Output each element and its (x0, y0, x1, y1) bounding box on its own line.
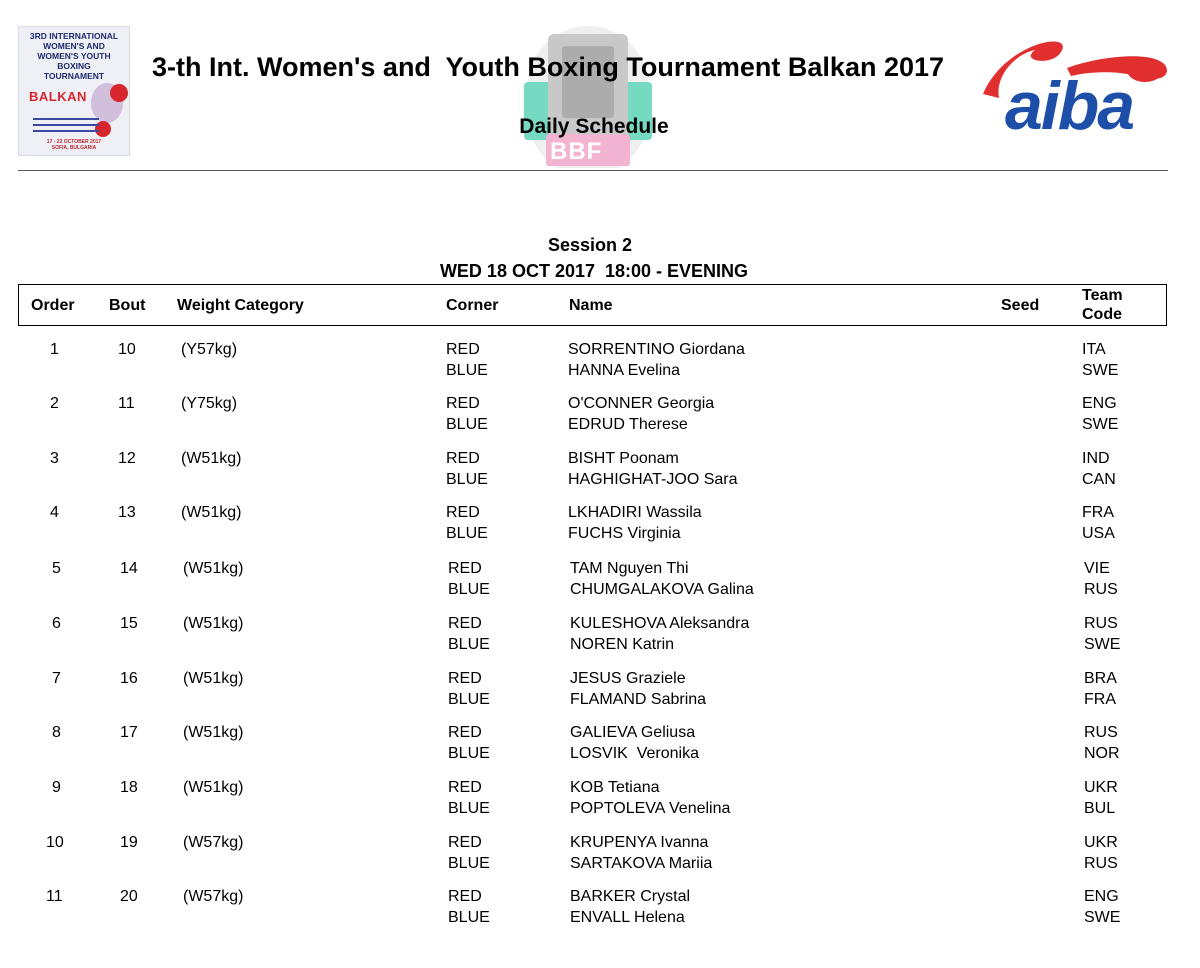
row-red-name: TAM Nguyen Thi (570, 560, 689, 577)
row-red-team: RUS (1084, 724, 1118, 741)
row-red-team: UKR (1084, 779, 1118, 796)
row-bout: 18 (120, 779, 138, 796)
row-blue-team: RUS (1084, 855, 1118, 872)
table-header (18, 284, 1167, 326)
row-blue-corner: BLUE (448, 855, 490, 872)
row-blue-team: FRA (1084, 691, 1116, 708)
row-bout: 11 (118, 395, 135, 412)
col-seed: Seed (1001, 297, 1040, 314)
row-blue-team: USA (1082, 525, 1115, 542)
row-order: 6 (52, 615, 61, 632)
row-order: 11 (46, 888, 63, 905)
row-blue-name: NOREN Katrin (570, 636, 675, 653)
row-blue-corner: BLUE (448, 800, 490, 817)
row-bout: 12 (118, 450, 136, 467)
row-bout: 14 (120, 560, 138, 577)
row-blue-name: EDRUD Therese (568, 416, 688, 433)
row-red-name: SORRENTINO Giordana (568, 341, 745, 358)
row-red-name: LKHADIRI Wassila (568, 504, 702, 521)
bbf-watermark-text: BBF (550, 138, 603, 165)
bbf-watermark (518, 26, 658, 168)
col-order: Order (31, 297, 75, 314)
row-red-team: RUS (1084, 615, 1118, 632)
row-bout: 13 (118, 504, 136, 521)
row-blue-team: CAN (1082, 471, 1116, 488)
row-blue-corner: BLUE (446, 525, 488, 542)
row-red-name: BISHT Poonam (568, 450, 679, 467)
row-bout: 15 (120, 615, 138, 632)
row-blue-name: SARTAKOVA Mariia (570, 855, 713, 872)
row-blue-name: POPTOLEVA Venelina (570, 800, 731, 817)
row-bout: 16 (120, 670, 138, 687)
row-weight-category: (W51kg) (181, 450, 242, 467)
row-blue-name: LOSVIK Veronika (570, 745, 699, 762)
row-blue-corner: BLUE (446, 416, 488, 433)
row-blue-corner: BLUE (446, 362, 488, 379)
row-red-team: ENG (1082, 395, 1117, 412)
header-divider (18, 170, 1168, 171)
row-weight-category: (W57kg) (183, 834, 244, 851)
row-red-name: KRUPENYA Ivanna (570, 834, 709, 851)
logo-dates: 17 - 22 OCTOBER 2017 SOFIA, BULGARIA (46, 139, 102, 151)
logo-heading: 3RD INTERNATIONAL WOMEN'S AND WOMEN'S YOUTH BOXING TOURNAMENT (29, 31, 119, 81)
row-red-team: ENG (1084, 888, 1119, 905)
row-order: 10 (46, 834, 64, 851)
document-subtitle: Daily Schedule (519, 115, 669, 138)
row-order: 7 (52, 670, 61, 687)
row-red-corner: RED (446, 504, 480, 521)
row-red-name: O'CONNER Georgia (568, 395, 715, 412)
row-weight-category: (W51kg) (183, 670, 244, 687)
row-red-corner: RED (448, 560, 482, 577)
row-blue-team: SWE (1084, 636, 1121, 653)
row-red-corner: RED (448, 834, 482, 851)
row-red-team: ITA (1082, 341, 1106, 358)
row-weight-category: (W51kg) (183, 615, 244, 632)
row-blue-corner: BLUE (448, 636, 490, 653)
row-red-team: IND (1082, 450, 1110, 467)
row-red-name: GALIEVA Geliusa (570, 724, 696, 741)
row-red-team: BRA (1084, 670, 1117, 687)
session-date: WED 18 OCT 2017 18:00 - EVENING (439, 261, 749, 281)
row-red-team: VIE (1084, 560, 1110, 577)
row-blue-name: FUCHS Virginia (568, 525, 681, 542)
row-order: 1 (50, 341, 59, 358)
row-bout: 17 (120, 724, 138, 741)
row-red-name: BARKER Crystal (570, 888, 691, 905)
row-order: 2 (50, 395, 59, 412)
col-bout: Bout (109, 297, 146, 314)
row-order: 4 (50, 504, 59, 521)
row-blue-team: SWE (1084, 909, 1121, 926)
session-title: Session 2 (547, 235, 633, 255)
row-red-corner: RED (448, 670, 482, 687)
row-red-corner: RED (448, 724, 482, 741)
row-blue-corner: BLUE (448, 691, 490, 708)
logo-balkan-word: BALKAN (29, 89, 87, 104)
row-red-corner: RED (446, 395, 480, 412)
row-blue-corner: BLUE (448, 581, 490, 598)
row-red-corner: RED (448, 888, 482, 905)
row-weight-category: (W57kg) (183, 888, 244, 905)
row-red-corner: RED (448, 615, 482, 632)
row-weight-category: (Y75kg) (181, 395, 238, 412)
document-title: 3-th Int. Women's and Youth Boxing Tournament Balkan 2017 (152, 52, 945, 82)
row-red-name: KOB Tetiana (570, 779, 660, 796)
row-order: 9 (52, 779, 61, 796)
aiba-wordmark: aiba (1005, 68, 1134, 144)
row-blue-name: CHUMGALAKOVA Galina (570, 581, 754, 598)
row-blue-name: ENVALL Helena (570, 909, 685, 926)
row-red-name: JESUS Graziele (570, 670, 686, 687)
row-blue-corner: BLUE (448, 745, 490, 762)
row-weight-category: (W51kg) (183, 560, 244, 577)
row-bout: 10 (118, 341, 136, 358)
row-order: 3 (50, 450, 59, 467)
row-bout: 20 (120, 888, 138, 905)
row-blue-name: FLAMAND Sabrina (570, 691, 707, 708)
row-weight-category: (Y57kg) (181, 341, 238, 358)
row-red-corner: RED (446, 341, 480, 358)
row-order: 5 (52, 560, 61, 577)
row-weight-category: (W51kg) (183, 779, 244, 796)
row-weight-category: (W51kg) (183, 724, 244, 741)
row-blue-team: NOR (1084, 745, 1120, 762)
row-blue-team: SWE (1082, 362, 1119, 379)
row-blue-name: HAGHIGHAT-JOO Sara (568, 471, 738, 488)
row-blue-corner: BLUE (446, 471, 488, 488)
row-red-corner: RED (448, 779, 482, 796)
col-team-code: Team Code (1082, 287, 1123, 323)
row-blue-team: BUL (1084, 800, 1116, 817)
col-corner: Corner (446, 297, 499, 314)
aiba-logo (975, 32, 1171, 152)
row-red-name: KULESHOVA Aleksandra (570, 615, 750, 632)
row-weight-category: (W51kg) (181, 504, 242, 521)
row-blue-team: SWE (1082, 416, 1119, 433)
row-red-team: FRA (1082, 504, 1114, 521)
col-name: Name (569, 297, 613, 314)
row-blue-name: HANNA Evelina (568, 362, 681, 379)
col-weight-category: Weight Category (177, 297, 304, 314)
row-red-team: UKR (1084, 834, 1118, 851)
row-blue-corner: BLUE (448, 909, 490, 926)
row-order: 8 (52, 724, 61, 741)
row-red-corner: RED (446, 450, 480, 467)
row-blue-team: RUS (1084, 581, 1118, 598)
row-bout: 19 (120, 834, 138, 851)
